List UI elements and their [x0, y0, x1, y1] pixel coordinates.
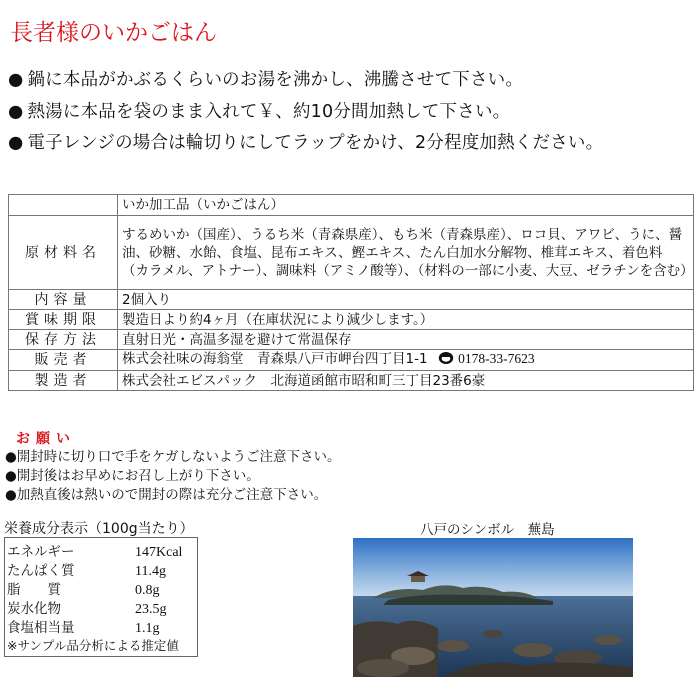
seller-tel: 0178-33-7623 — [458, 351, 535, 366]
nutrition-row: たんぱく質 11.4g — [7, 563, 166, 579]
page-title: 長者様のいかごはん — [10, 20, 217, 46]
expiry-label: 賞味期限 — [9, 310, 118, 330]
ingredients-value: するめいか（国産）、うるち米（青森県産）、もち米（青森県産）、ロコ貝、アワビ、うに、醤油、砂糖、水飴、食塩、昆布エキス、鰹エキス、たん白加水分解物、椎茸エキス、着色料（カラメル、アトナー）、調味料（アミノ酸等）、（材料の一部に小麦、大豆、ゼラチンを含む） — [118, 216, 694, 290]
phone-icon — [438, 351, 454, 370]
storage-label: 保存方法 — [9, 330, 118, 350]
content-value: 2個入り — [118, 290, 694, 310]
request-item: ●加熱直後は熱いので開封の際は充分ご注意下さい。 — [5, 487, 328, 503]
seller-value — [118, 350, 694, 371]
storage-value: 直射日光・高温多湿を避けて常温保存 — [118, 330, 694, 350]
maker-value: 株式会社エビスパック 北海道函館市昭和町三丁目23番6豪 — [118, 371, 694, 391]
maker-label: 製造者 — [9, 371, 118, 391]
bullet: ● — [8, 133, 24, 153]
bullet: ● — [8, 102, 24, 122]
seller-label: 販売者 — [9, 350, 118, 371]
nutrition-row: 食塩相当量 1.1g — [7, 620, 160, 636]
instruction-1: ● 鍋に本品がかぶるくらいのお湯を沸かし、沸騰させて下さい。 — [8, 70, 524, 90]
ingredients-label: 原材料名 — [9, 216, 118, 290]
spec-table — [8, 194, 694, 391]
request-item: ●開封時に切り口で手をケガしないようご注意下さい。 — [5, 449, 341, 465]
nutrition-row: エネルギー 147Kcal — [7, 544, 183, 560]
photo-caption: 八戸のシンボル 蕪島 — [420, 522, 555, 538]
table-row — [9, 350, 694, 371]
nutrition-row: 炭水化物 23.5g — [7, 601, 167, 617]
seller-text: 株式会社味の海翁堂 青森県八戸市岬台四丁目1-1 — [122, 351, 428, 367]
instruction-3: ● 電子レンジの場合は輪切りにしてラップをかけ、2分程度加熱ください。 — [8, 133, 604, 153]
request-item: ●開封後はお早めにお召し上がり下さい。 — [5, 468, 260, 484]
requests-heading: お願い — [16, 431, 76, 447]
content-label: 内容量 — [9, 290, 118, 310]
kabushima-photo — [353, 538, 633, 677]
table-row — [9, 216, 694, 290]
table-row — [9, 290, 694, 310]
table-row — [9, 310, 694, 330]
table-row — [9, 195, 694, 216]
table-row — [9, 330, 694, 350]
nutrition-note: ※サンプル品分析による推定値 — [7, 638, 179, 653]
nutrition-row: 脂 質 0.8g — [7, 582, 160, 598]
expiry-value: 製造日より約4ヶ月（在庫状況により減少します。） — [118, 310, 694, 330]
product-name: いか加工品（いかごはん） — [118, 195, 694, 216]
instruction-2: ● 熱湯に本品を袋のまま入れて￥、約10分間加熱して下さい。 — [8, 102, 511, 122]
nutrition-heading: 栄養成分表示（100g当たり） — [4, 521, 194, 537]
bullet: ● — [8, 70, 24, 90]
nutrition-table — [4, 537, 198, 657]
table-row — [9, 371, 694, 391]
